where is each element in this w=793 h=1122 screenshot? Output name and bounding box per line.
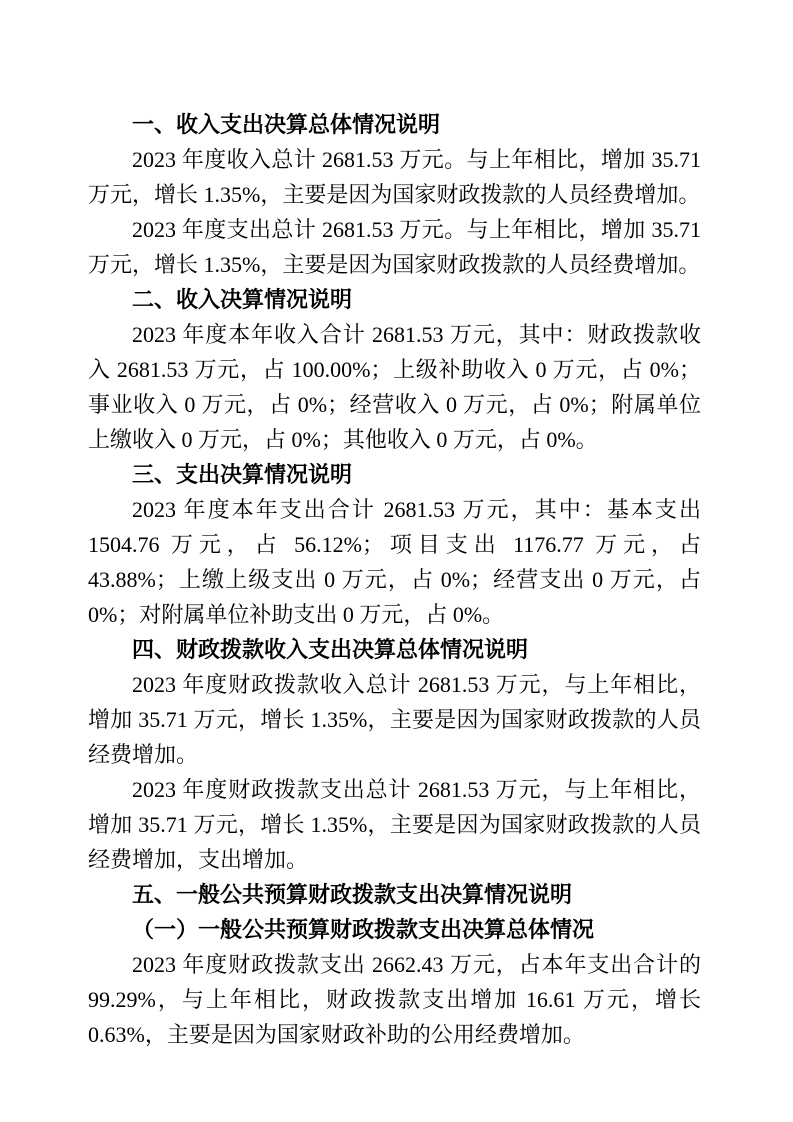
paragraph: 2023 年度本年收入合计 2681.53 万元，其中：财政拨款收入 2681.53 万元，占 100.00%；上级补助收入 0 万元，占 0%；事业收入 0 万元，占 0%；经营收入 0 万元，占 0%；附属单位上缴收入 0 万元，占 0%；其他收入 0 万元，占 0%。 <box>88 322 701 452</box>
section-expenditure-final-accounts <box>88 457 701 632</box>
paragraph: 2023 年度本年支出合计 2681.53 万元，其中：基本支出 1504.76 万元，占 56.12%；项目支出 1176.77 万元，占 43.88%；上缴上级支出 0 万元，占 0%；经营支出 0 万元，占 0%；对附属单位补助支出 0 万元，占 0%。 <box>88 497 701 627</box>
section-general-public-budget-expenditure <box>88 877 701 1052</box>
paragraph: 2023 年度收入总计 2681.53 万元。与上年相比，增加 35.71 万元，增长 1.35%，主要是因为国家财政拨款的人员经费增加。 <box>88 147 701 207</box>
paragraph: 2023 年度支出总计 2681.53 万元。与上年相比，增加 35.71 万元，增长 1.35%，主要是因为国家财政拨款的人员经费增加。 <box>88 217 701 277</box>
section-heading: 二、收入决算情况说明 <box>132 287 353 312</box>
section-heading: 五、一般公共预算财政拨款支出决算情况说明 <box>132 882 573 907</box>
section-heading: 一、收入支出决算总体情况说明 <box>132 112 441 137</box>
paragraph: 2023 年度财政拨款支出 2662.43 万元，占本年支出合计的 99.29%，与上年相比，财政拨款支出增加 16.61 万元，增长 0.63%，主要是因为国家财政补助的公用经费增加。 <box>88 952 701 1047</box>
section-income-expenditure-overview <box>88 107 701 282</box>
paragraph: 2023 年度财政拨款收入总计 2681.53 万元，与上年相比，增加 35.71 万元，增长 1.35%，主要是因为国家财政拨款的人员经费增加。 <box>88 672 701 767</box>
paragraph: 2023 年度财政拨款支出总计 2681.53 万元，与上年相比，增加 35.71 万元，增长 1.35%，主要是因为国家财政拨款的人员经费增加，支出增加。 <box>88 777 701 872</box>
section-heading: 三、支出决算情况说明 <box>132 462 353 487</box>
document-body <box>88 107 701 1052</box>
section-subheading: （一）一般公共预算财政拨款支出决算总体情况 <box>132 917 595 942</box>
section-fiscal-appropriation-overview <box>88 632 701 877</box>
section-heading: 四、财政拨款收入支出决算总体情况说明 <box>132 637 529 662</box>
section-income-final-accounts <box>88 282 701 457</box>
